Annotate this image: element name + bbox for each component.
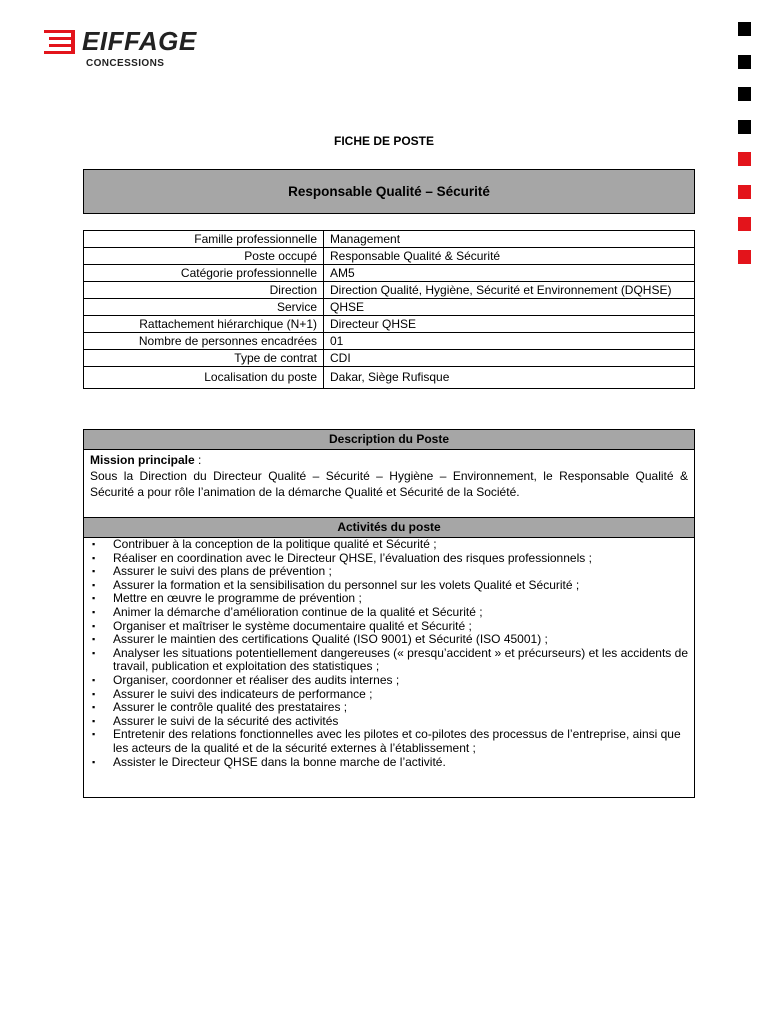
company-logo [44,26,224,72]
info-label: Famille professionnelle [84,231,324,248]
decorative-square [738,185,751,199]
info-label: Nombre de personnes encadrées [84,333,324,350]
job-title: Responsable Qualité – Sécurité [288,184,490,199]
bullet-icon: ▪ [92,729,96,740]
mission-block [84,450,694,518]
bullet-icon: ▪ [92,552,96,563]
activity-item [90,688,688,702]
decorative-squares [738,22,752,282]
decorative-square [738,87,751,101]
activity-text: Assurer le contrôle qualité des prestataires ; [113,700,348,715]
activity-text: Contribuer à la conception de la politique qualité et Sécurité ; [113,537,437,551]
info-label: Rattachement hiérarchique (N+1) [84,316,324,333]
activity-text: Assurer le suivi des indicateurs de performance ; [113,686,373,701]
info-label: Poste occupé [84,248,324,265]
job-title-banner [83,169,695,214]
bullet-icon: ▪ [92,674,96,685]
bullet-icon: ▪ [92,579,96,590]
bullet-icon: ▪ [92,593,96,604]
activity-item [90,715,688,729]
bullet-icon: ▪ [92,688,96,699]
decorative-square [738,22,751,36]
bullet-icon: ▪ [92,702,96,713]
activity-item [90,538,688,552]
activity-item [90,647,688,674]
activity-text: Assister le Directeur QHSE dans la bonne marche de l’activité. [113,754,446,769]
logo-subtitle: CONCESSIONS [86,58,165,69]
info-value: QHSE [324,299,695,316]
activity-item [90,579,688,593]
info-row [84,367,695,389]
mission-text: Sous la Direction du Directeur Qualité – Sécurité – Hygiène – Environnement, le Responsable Qualité & Sécurité a pour rôle l’animation de la démarche Qualité et Sécurité de la Société. [90,469,688,499]
activities-list [84,538,694,797]
mission-separator: : [194,453,202,467]
info-value: AM5 [324,265,695,282]
decorative-square [738,217,751,231]
activity-item [90,620,688,634]
decorative-square [738,55,751,69]
info-value: Directeur QHSE [324,316,695,333]
activity-item [90,701,688,715]
info-label: Direction [84,282,324,299]
activity-text: Organiser et maîtriser le système documentaire qualité et Sécurité ; [113,618,472,633]
activity-text: Animer la démarche d’amélioration continue de la qualité et Sécurité ; [113,604,483,619]
info-row [84,316,695,333]
job-description-section [83,429,695,798]
bullet-icon: ▪ [92,647,96,658]
bullet-icon: ▪ [92,634,96,645]
activity-text: Entretenir des relations fonctionnelles avec les pilotes et co-pilotes des processus de l’entreprise, ainsi que les acteurs de la qualité et de la sécurité externes à l’établissement ; [113,727,681,755]
info-value: Responsable Qualité & Sécurité [324,248,695,265]
info-label: Localisation du poste [84,367,324,389]
activity-text: Analyser les situations potentiellement dangereuses (« presqu’accident » et précurseurs) et les accidents de travail, publication et exploitation des statistiques ; [113,645,688,674]
bullet-icon: ▪ [92,756,96,767]
info-row [84,299,695,316]
description-heading: Description du Poste [84,430,694,450]
activity-item [90,565,688,579]
activity-text: Mettre en œuvre le programme de prévention ; [113,591,362,606]
bullet-icon: ▪ [92,539,96,549]
info-row [84,350,695,367]
info-value: Direction Qualité, Hygiène, Sécurité et Environnement (DQHSE) [324,282,695,299]
activity-text: Assurer le maintien des certifications Qualité (ISO 9001) et Sécurité (ISO 45001) ; [113,632,548,647]
info-row [84,265,695,282]
activity-text: Réaliser en coordination avec le Directeur QHSE, l’évaluation des risques professionnels ; [113,550,592,565]
activity-item [90,606,688,620]
info-row [84,333,695,350]
info-value: 01 [324,333,695,350]
info-row [84,231,695,248]
mission-label: Mission principale [90,453,195,467]
activity-item [90,756,688,770]
activity-item [90,633,688,647]
decorative-square [738,120,751,134]
decorative-square [738,250,751,264]
activity-text: Assurer le suivi de la sécurité des activités [113,713,339,728]
info-value: CDI [324,350,695,367]
logo-mark-icon [44,30,74,54]
job-info-table [83,230,695,389]
info-row [84,282,695,299]
bullet-icon: ▪ [92,715,96,726]
bullet-icon: ▪ [92,566,96,577]
logo-wordmark: EIFFAGE [82,26,197,56]
decorative-square [738,152,751,166]
activity-item [90,674,688,688]
activity-text: Assurer la formation et la sensibilisation du personnel sur les volets Qualité et Sécurité ; [113,577,580,592]
info-label: Service [84,299,324,316]
info-row [84,248,695,265]
bullet-icon: ▪ [92,606,96,617]
activities-heading: Activités du poste [84,518,694,538]
document-title: FICHE DE POSTE [333,134,434,148]
activity-item [90,728,688,755]
info-label: Type de contrat [84,350,324,367]
info-value: Dakar, Siège Rufisque [324,367,695,389]
activity-item [90,552,688,566]
bullet-icon: ▪ [92,620,96,631]
activity-text: Assurer le suivi des plans de prévention ; [113,564,332,579]
info-value: Management [324,231,695,248]
activity-item [90,592,688,606]
info-label: Catégorie professionnelle [84,265,324,282]
activity-text: Organiser, coordonner et réaliser des audits internes ; [113,672,400,687]
